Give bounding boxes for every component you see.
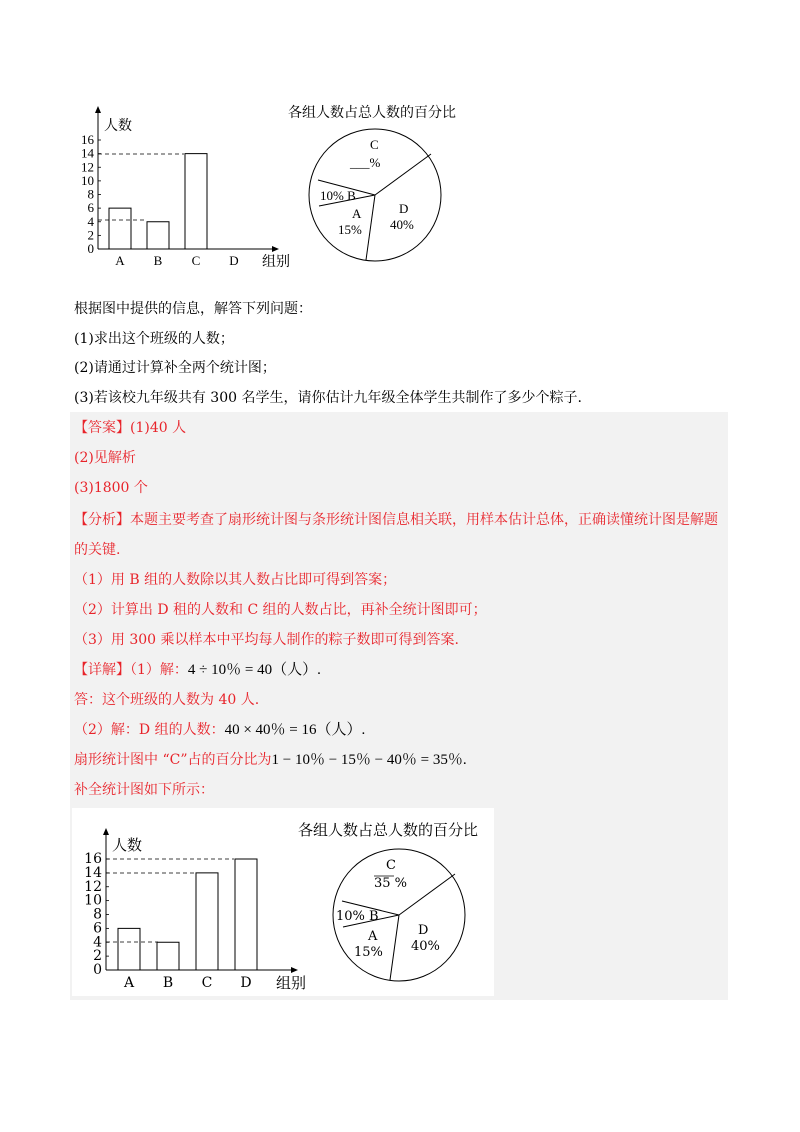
bar-C [196, 873, 218, 970]
y-tick-label: 2 [87, 227, 94, 243]
y-tick-label: 12 [81, 159, 94, 175]
y-tick-label: 10 [84, 892, 102, 909]
detail-1-prefix: （1）解： [130, 662, 188, 678]
bar-A [118, 928, 140, 970]
question-2: (2)请通过计算补全两个统计图； [74, 360, 276, 376]
analysis-step-2: （2）计算出 D 租的人数和 C 组的人数占比，再补全统计图即可； [74, 602, 487, 618]
detail-line-2 [74, 720, 365, 740]
y-axis-arrow [95, 106, 101, 113]
figure-1 [70, 100, 490, 275]
y-ticks [84, 851, 109, 978]
detail-2-prefix: （2）解：D 组的人数： [74, 722, 225, 738]
y-tick-label: 4 [87, 213, 94, 229]
bar-D [235, 859, 257, 970]
bar-C [185, 154, 207, 249]
y-tick-label: 6 [87, 200, 94, 216]
y-tick-label: 8 [93, 906, 102, 923]
analysis-tag: 【分析】 [74, 512, 130, 528]
answer-2: (2)见解析 [74, 450, 136, 466]
y-tick-label: 10 [81, 172, 94, 188]
bars [118, 859, 257, 970]
pie-a-pct: 15% [338, 222, 362, 237]
pie-b-label: 10% B [336, 909, 379, 924]
pie-d-pct: 40% [411, 939, 440, 954]
x-axis-label: 组别 [276, 974, 307, 992]
figure-2 [72, 808, 494, 996]
analysis-step-1: （1）用 B 组的人数除以其人数占比即可得到答案； [74, 572, 397, 588]
bar-A [109, 208, 131, 249]
bar-B [157, 942, 179, 970]
x-category-label: A [115, 253, 125, 268]
x-category-label: C [201, 975, 213, 991]
x-category-label: D [229, 253, 239, 268]
y-tick-label: 0 [87, 241, 94, 256]
pie-d-label: D [418, 923, 429, 938]
pie-c-pct: ___% [350, 155, 381, 170]
x-axis-label: 组别 [262, 255, 290, 270]
detail-3-prefix: 扇形统计图中 “C”占的百分比为 [74, 752, 272, 768]
question-3: (3)若该校九年级共有 300 名学生，请你估计九年级全体学生共制作了多少个粽子. [74, 390, 582, 406]
pie-d-pct: 40% [390, 217, 414, 232]
y-tick-label: 16 [84, 851, 102, 867]
pie-c-label: C [370, 137, 379, 152]
y-axis-arrow [103, 828, 109, 835]
y-tick-label: 12 [84, 878, 102, 895]
x-category-label: D [240, 975, 252, 991]
answer-1: (1)40 人 [130, 420, 187, 436]
y-tick-label: 8 [87, 186, 94, 202]
x-categories [115, 253, 238, 268]
y-axis-label: 人数 [112, 836, 143, 854]
x-category-label: A [123, 975, 135, 991]
question-1: (1)求出这个班级的人数； [74, 331, 234, 347]
detail-1-answer: 答：这个班级的人数为 40 人. [74, 692, 260, 708]
y-axis-label: 人数 [104, 119, 132, 134]
pie-divider-3 [390, 915, 399, 980]
pie-c-label: C [386, 858, 396, 873]
y-tick-label: 14 [81, 145, 94, 161]
y-tick-label: 14 [84, 864, 102, 881]
bar-B [147, 222, 169, 249]
y-tick-label: 6 [93, 920, 102, 937]
y-tick-label: 0 [93, 962, 102, 978]
answer-line-1 [74, 418, 186, 438]
answer-tag: 【答案】 [74, 420, 130, 436]
y-tick-label: 16 [81, 132, 94, 147]
pie-a-label: A [352, 206, 362, 221]
pie-divider-4 [399, 874, 455, 915]
pie-d-label: D [399, 201, 409, 216]
figure-1-svg [70, 100, 490, 275]
pie-divider-4 [375, 154, 431, 195]
question-intro: 根据图中提供的信息，解答下列问题： [74, 301, 312, 317]
analysis-text-1: 本题主要考查了扇形统计图与条形统计图信息相关联，用样本估计总体，正确读懂统计图是解题 [130, 512, 718, 528]
y-tick-label: 4 [93, 934, 102, 951]
analysis-line-1 [74, 510, 718, 530]
pie-a-label: A [368, 929, 378, 944]
detail-line-3 [74, 750, 467, 770]
analysis-step-3: （3）用 300 乘以样本中平均每人制作的粽子数即可得到答案. [74, 632, 459, 648]
pie-divider-3 [366, 195, 375, 260]
bars [109, 154, 207, 249]
y-tick-label: 2 [93, 948, 102, 965]
pie-a-pct: 15% [354, 945, 383, 960]
x-axis-arrow [272, 246, 279, 252]
detail-tag: 【详解】 [74, 662, 130, 678]
detail-1-math: 4 ÷ 10％ = 40（人）. [187, 662, 321, 678]
pie-c-pct: 35 % [374, 876, 408, 891]
detail-line-1 [74, 660, 321, 680]
answer-3: (3)1800 个 [74, 480, 148, 496]
pie-title: 各组人数占总人数的百分比 [288, 106, 456, 121]
detail-3-math: 1 − 10％ − 15％ − 40％ = 35％. [271, 752, 467, 768]
x-axis-arrow [291, 967, 298, 973]
figure-2-svg [72, 808, 494, 996]
detail-2-math: 40 × 40％ = 16（人）. [224, 722, 366, 738]
analysis-text-2: 的关键. [74, 542, 121, 558]
pie-b-label: 10% B [320, 188, 356, 203]
detail-4: 补全统计图如下所示： [74, 782, 214, 798]
x-category-label: B [162, 975, 174, 991]
x-category-label: C [191, 253, 201, 268]
pie-title: 各组人数占总人数的百分比 [298, 821, 479, 839]
x-categories [123, 975, 252, 991]
x-category-label: B [153, 253, 163, 268]
